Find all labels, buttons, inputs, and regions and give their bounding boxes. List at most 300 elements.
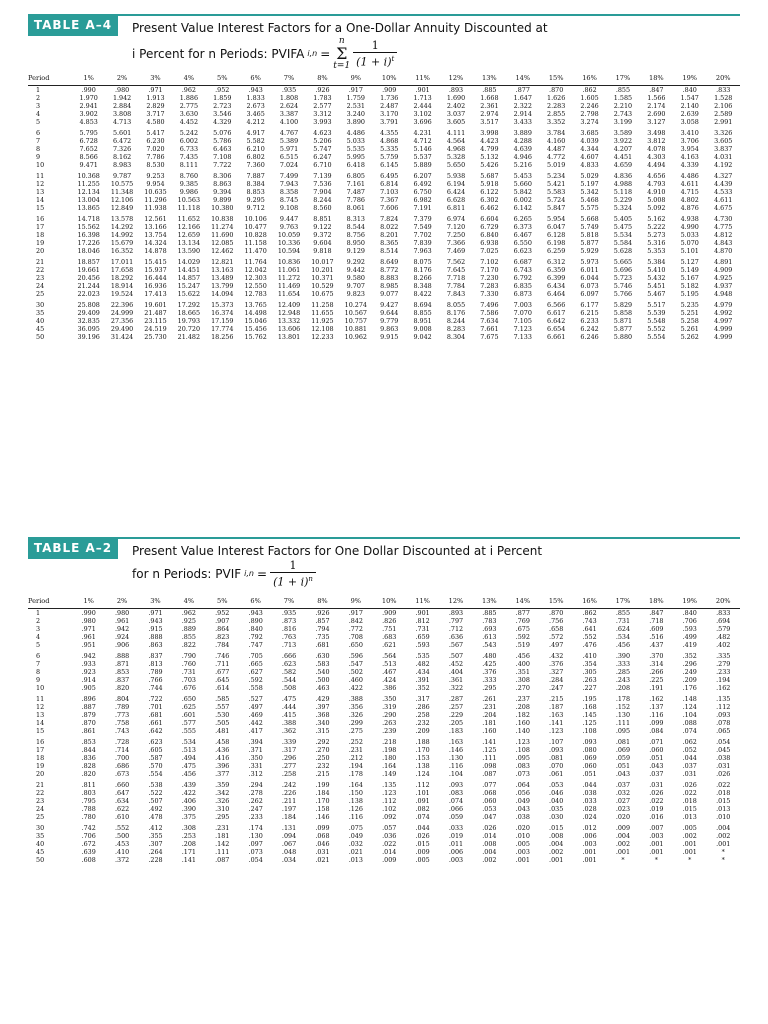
annuity-value-cell: 21.487 xyxy=(144,309,167,317)
annuity-value-cell: .917 xyxy=(348,86,363,94)
annuity-value-cell: 10.962 xyxy=(344,333,367,341)
single-value-cell: .642 xyxy=(148,727,163,735)
single-value-cell: .701 xyxy=(148,703,163,711)
single-value-cell: .010 xyxy=(716,813,731,821)
single-value-cell: .049 xyxy=(515,797,530,805)
single-value-cell: .198 xyxy=(382,746,397,754)
annuity-value-cell: 1.547 xyxy=(680,94,699,102)
single-value-cell: .008 xyxy=(482,840,497,848)
single-value-cell: .295 xyxy=(482,684,497,692)
single-value-cell: .006 xyxy=(582,832,597,840)
single-period-cell: 24 xyxy=(36,805,45,813)
single-col-header: 1% xyxy=(72,595,105,609)
single-value-cell: .377 xyxy=(215,770,230,778)
annuity-value-cell: 8.022 xyxy=(380,223,399,231)
annuity-value-cell: 13.166 xyxy=(144,223,167,231)
single-period-cell: 50 xyxy=(36,856,45,864)
single-value-cell: .111 xyxy=(215,848,230,856)
annuity-value-cell: 2.941 xyxy=(79,102,98,110)
annuity-value-cell: 4.938 xyxy=(680,215,699,223)
annuity-value-cell: .847 xyxy=(649,86,664,94)
annuity-value-cell: 2.283 xyxy=(547,102,566,110)
single-col-header: 12% xyxy=(439,595,472,609)
single-value-cell: .784 xyxy=(215,641,230,649)
annuity-value-cell: 8.530 xyxy=(146,161,165,169)
single-value-cell: .126 xyxy=(348,805,363,813)
single-value-cell: .494 xyxy=(181,754,196,762)
annuity-value-cell: 5.417 xyxy=(146,129,165,137)
single-value-cell: .888 xyxy=(148,633,163,641)
annuity-value-cell: 5.650 xyxy=(446,161,466,169)
annuity-value-cell: 25.808 xyxy=(77,301,100,309)
single-value-cell: .044 xyxy=(415,824,430,832)
single-value-cell: .666 xyxy=(281,652,297,660)
annuity-value-cell: 5.858 xyxy=(613,309,633,317)
single-value-cell: .853 xyxy=(114,668,130,676)
annuity-value-cell: 3.791 xyxy=(380,118,399,126)
annuity-value-cell: 5.795 xyxy=(79,129,98,137)
single-value-cell: .492 xyxy=(148,805,163,813)
annuity-value-cell: 4.925 xyxy=(714,274,733,282)
single-value-cell: .054 xyxy=(248,856,263,864)
single-value-cell: .018 xyxy=(716,789,731,797)
single-value-cell: .043 xyxy=(515,805,530,813)
single-value-cell: .022 xyxy=(649,797,664,805)
annuity-value-cell: 12.783 xyxy=(244,290,267,298)
single-value-cell: .015 xyxy=(549,824,564,832)
single-value-cell: .001 xyxy=(649,848,664,856)
single-value-cell: .013 xyxy=(716,805,731,813)
single-value-cell: .093 xyxy=(582,738,597,746)
annuity-value-cell: .833 xyxy=(716,86,731,94)
single-value-cell: .168 xyxy=(582,703,597,711)
annuity-value-cell: 5.575 xyxy=(580,204,599,212)
single-value-cell: .125 xyxy=(582,719,597,727)
single-value-cell: .013 xyxy=(348,856,363,864)
annuity-value-cell: 2.174 xyxy=(647,102,666,110)
annuity-value-cell: 6.840 xyxy=(480,231,499,239)
annuity-value-cell: 15.373 xyxy=(211,301,234,309)
single-value-cell: .718 xyxy=(649,617,664,625)
single-value-cell: .135 xyxy=(382,781,397,789)
single-value-cell: .390 xyxy=(615,652,631,660)
single-value-cell: .673 xyxy=(114,770,130,778)
single-col-header: 2% xyxy=(105,595,138,609)
annuity-value-cell: 8.853 xyxy=(246,188,265,196)
annuity-value-cell: 5.938 xyxy=(446,172,466,180)
annuity-col-header: 8% xyxy=(306,72,339,86)
annuity-value-cell: 11.272 xyxy=(277,274,301,282)
annuity-value-cell: 36.095 xyxy=(77,325,100,333)
single-value-cell: .292 xyxy=(315,738,330,746)
single-value-cell: .074 xyxy=(448,797,464,805)
annuity-row xyxy=(28,317,740,325)
single-value-cell: .258 xyxy=(281,770,297,778)
annuity-value-cell: 9.644 xyxy=(380,309,399,317)
single-value-cell: .415 xyxy=(281,711,297,719)
annuity-col-header: 16% xyxy=(573,72,606,86)
annuity-value-cell: 24.999 xyxy=(110,309,134,317)
annuity-value-cell: 2.829 xyxy=(146,102,165,110)
annuity-value-cell: 5.453 xyxy=(513,172,532,180)
annuity-period-cell: 40 xyxy=(36,317,45,325)
annuity-value-cell: 3.605 xyxy=(446,118,466,126)
single-value-cell: .871 xyxy=(114,660,130,668)
single-value-cell: .322 xyxy=(448,684,464,692)
annuity-value-cell: 5.146 xyxy=(413,145,432,153)
single-value-cell: .686 xyxy=(114,762,130,770)
annuity-value-cell: 5.076 xyxy=(213,129,232,137)
annuity-value-cell: 16.444 xyxy=(144,274,167,282)
single-value-cell: .889 xyxy=(181,625,196,633)
annuity-value-cell: 13.163 xyxy=(211,266,234,274)
annuity-col-header: 7% xyxy=(272,72,305,86)
single-period-cell: 9 xyxy=(36,676,41,684)
annuity-value-cell: 12.849 xyxy=(110,204,134,212)
annuity-value-cell: 5.451 xyxy=(647,282,666,290)
annuity-value-cell: 12.108 xyxy=(311,325,334,333)
single-value-cell: .837 xyxy=(114,676,130,684)
annuity-value-cell: 7.839 xyxy=(413,239,432,247)
single-value-cell: .023 xyxy=(615,805,631,813)
single-value-cell: .285 xyxy=(615,668,631,676)
single-value-cell: .140 xyxy=(515,727,530,735)
single-value-cell: .627 xyxy=(248,668,263,676)
annuity-value-cell: 5.687 xyxy=(480,172,499,180)
single-value-cell: * xyxy=(721,856,725,864)
single-value-cell: .844 xyxy=(81,746,96,754)
single-row xyxy=(28,754,740,762)
annuity-value-cell: 3.993 xyxy=(313,118,332,126)
single-value-cell: .356 xyxy=(348,703,363,711)
annuity-row xyxy=(28,301,740,309)
single-value-cell: .552 xyxy=(582,633,597,641)
single-value-cell: .191 xyxy=(649,684,664,692)
single-value-cell: .153 xyxy=(415,754,430,762)
annuity-value-cell: 4.802 xyxy=(680,196,699,204)
single-value-cell: .084 xyxy=(649,727,664,735)
annuity-value-cell: 5.535 xyxy=(346,145,365,153)
annuity-value-cell: 9.122 xyxy=(313,223,332,231)
annuity-value-cell: 18.256 xyxy=(211,333,234,341)
annuity-value-cell: 7.360 xyxy=(246,161,265,169)
single-value-cell: .943 xyxy=(248,609,263,617)
single-value-cell: .507 xyxy=(448,652,464,660)
single-value-cell: .703 xyxy=(181,676,196,684)
annuity-value-cell: 5.534 xyxy=(613,231,633,239)
single-value-cell: .066 xyxy=(448,805,464,813)
annuity-value-cell: 9.042 xyxy=(413,333,432,341)
annuity-value-cell: 6.215 xyxy=(580,309,599,317)
annuity-value-cell: 5.539 xyxy=(647,309,666,317)
single-value-cell: .822 xyxy=(181,641,196,649)
single-value-cell: .001 xyxy=(682,848,697,856)
annuity-value-cell: 5.954 xyxy=(547,215,566,223)
annuity-value-cell: 4.992 xyxy=(714,309,733,317)
single-value-cell: .661 xyxy=(148,719,163,727)
single-value-cell: .458 xyxy=(215,738,230,746)
single-value-cell: .833 xyxy=(716,609,731,617)
annuity-value-cell: 8.176 xyxy=(446,309,466,317)
annuity-row xyxy=(28,188,740,196)
annuity-value-cell: 7.786 xyxy=(346,196,365,204)
annuity-value-cell: .870 xyxy=(549,86,564,94)
annuity-value-cell: 6.265 xyxy=(513,215,532,223)
single-value-cell: .123 xyxy=(382,789,397,797)
annuity-value-cell: 1.605 xyxy=(580,94,599,102)
single-value-cell: .083 xyxy=(448,789,464,797)
single-value-cell: .747 xyxy=(248,641,263,649)
annuity-value-cell: 8.514 xyxy=(380,247,399,255)
annuity-period-cell: 18 xyxy=(36,231,45,239)
single-value-cell: .182 xyxy=(515,711,530,719)
single-value-cell: .231 xyxy=(348,746,363,754)
single-value-cell: .706 xyxy=(682,617,697,625)
single-value-cell: .130 xyxy=(615,711,631,719)
annuity-value-cell: 25.730 xyxy=(144,333,167,341)
annuity-value-cell: 3.630 xyxy=(179,110,199,118)
single-value-cell: .391 xyxy=(415,676,430,684)
single-value-cell: .463 xyxy=(315,684,330,692)
annuity-value-cell: 9.471 xyxy=(79,161,98,169)
single-period-cell: 1 xyxy=(36,609,41,617)
annuity-value-cell: 14.324 xyxy=(144,239,167,247)
annuity-value-cell: 4.910 xyxy=(647,188,666,196)
annuity-value-cell: 6.743 xyxy=(513,266,532,274)
single-value-cell: .197 xyxy=(281,805,297,813)
single-value-cell: .052 xyxy=(682,746,697,754)
annuity-value-cell: 3.433 xyxy=(513,118,532,126)
single-value-cell: .163 xyxy=(549,711,564,719)
single-value-cell: .227 xyxy=(582,684,597,692)
annuity-value-cell: 4.656 xyxy=(647,172,666,180)
annuity-value-cell: 4.639 xyxy=(513,145,532,153)
table-a4-title-text: i Percent for n Periods: PVIFA xyxy=(132,47,305,61)
annuity-value-cell: .952 xyxy=(215,86,230,94)
annuity-value-cell: 8.760 xyxy=(179,172,199,180)
table-a4-section xyxy=(28,14,740,344)
single-value-cell: .290 xyxy=(382,711,397,719)
single-value-cell: .980 xyxy=(81,617,96,625)
annuity-value-cell: 9.779 xyxy=(380,317,399,325)
single-value-cell: .552 xyxy=(114,824,130,832)
annuity-value-cell: 5.747 xyxy=(313,145,332,153)
single-value-cell: .404 xyxy=(448,668,464,676)
single-value-cell: .001 xyxy=(649,840,664,848)
single-value-cell: .368 xyxy=(315,711,330,719)
annuity-value-cell: 5.628 xyxy=(613,247,633,255)
single-value-cell: .107 xyxy=(549,738,564,746)
annuity-value-cell: 7.675 xyxy=(480,333,499,341)
fraction-numerator: 1 xyxy=(289,559,297,572)
single-value-cell: .003 xyxy=(649,832,664,840)
annuity-value-cell: 13.865 xyxy=(77,204,100,212)
single-value-cell: .026 xyxy=(649,789,664,797)
annuity-value-cell: 5.877 xyxy=(580,239,599,247)
annuity-value-cell: 4.876 xyxy=(680,204,699,212)
single-value-cell: .014 xyxy=(382,848,397,856)
single-value-cell: .677 xyxy=(215,668,230,676)
annuity-value-cell: 7.661 xyxy=(480,325,499,333)
single-value-cell: .003 xyxy=(515,848,530,856)
single-period-cell: 2 xyxy=(36,617,41,625)
annuity-value-cell: 6.873 xyxy=(513,290,532,298)
single-value-cell: .847 xyxy=(649,609,664,617)
annuity-value-cell: 6.463 xyxy=(213,145,232,153)
single-value-cell: .516 xyxy=(649,633,664,641)
single-value-cell: .093 xyxy=(448,781,464,789)
annuity-value-cell: 6.246 xyxy=(580,333,599,341)
single-value-cell: .812 xyxy=(415,617,430,625)
single-value-cell: .951 xyxy=(81,641,96,649)
annuity-value-cell: 9.863 xyxy=(380,325,399,333)
annuity-value-cell: 8.111 xyxy=(179,161,199,169)
annuity-row xyxy=(28,290,740,301)
annuity-value-cell: 6.233 xyxy=(580,317,599,325)
single-value-cell: .751 xyxy=(382,625,397,633)
single-row xyxy=(28,856,740,867)
single-value-cell: .101 xyxy=(415,789,430,797)
single-value-cell: .647 xyxy=(114,789,130,797)
annuity-value-cell: 2.210 xyxy=(613,102,633,110)
table-a4-header xyxy=(28,14,740,72)
single-value-cell: .756 xyxy=(549,617,564,625)
annuity-value-cell: 10.106 xyxy=(244,215,267,223)
single-value-cell: .888 xyxy=(114,652,130,660)
annuity-value-cell: 10.594 xyxy=(277,247,301,255)
annuity-value-cell: 4.339 xyxy=(680,161,699,169)
single-value-cell: .229 xyxy=(448,711,464,719)
annuity-value-cell: 3.890 xyxy=(346,118,365,126)
single-value-cell: .564 xyxy=(382,652,397,660)
single-value-cell: .181 xyxy=(215,832,230,840)
single-value-cell: .530 xyxy=(215,711,230,719)
single-period-cell: 11 xyxy=(36,695,45,703)
single-value-cell: .397 xyxy=(315,703,330,711)
single-value-cell: .003 xyxy=(582,840,597,848)
single-value-cell: .032 xyxy=(615,789,631,797)
annuity-value-cell: 4.853 xyxy=(79,118,98,126)
single-value-cell: .212 xyxy=(348,754,363,762)
single-value-cell: .557 xyxy=(215,703,230,711)
annuity-value-cell: 4.487 xyxy=(547,145,566,153)
annuity-value-cell: .862 xyxy=(582,86,597,94)
annuity-value-cell: 14.878 xyxy=(144,247,167,255)
annuity-value-cell: 15.622 xyxy=(177,290,201,298)
single-value-cell: .014 xyxy=(482,832,497,840)
annuity-period-cell: 1 xyxy=(36,86,41,94)
annuity-col-header: 10% xyxy=(373,72,406,86)
single-period-cell: 40 xyxy=(36,840,45,848)
annuity-value-cell: 12.134 xyxy=(77,188,100,196)
single-value-cell: .579 xyxy=(716,625,731,633)
single-value-cell: .861 xyxy=(81,727,96,735)
annuity-value-cell: 5.583 xyxy=(547,188,566,196)
single-value-cell: .641 xyxy=(582,625,597,633)
single-value-cell: .731 xyxy=(415,625,430,633)
annuity-value-cell: 8.950 xyxy=(346,239,365,247)
single-value-cell: .174 xyxy=(248,824,263,832)
annuity-value-cell: 11.690 xyxy=(211,231,234,239)
single-value-cell: .068 xyxy=(482,789,497,797)
single-value-cell: .354 xyxy=(582,660,597,668)
single-value-cell: .099 xyxy=(315,824,330,832)
table-a2-title-line2 xyxy=(132,560,316,589)
single-value-cell: .906 xyxy=(114,641,130,649)
annuity-value-cell: 1.759 xyxy=(346,94,365,102)
annuity-value-cell: 39.196 xyxy=(77,333,100,341)
annuity-value-cell: 17.226 xyxy=(77,239,100,247)
annuity-col-header: 4% xyxy=(172,72,205,86)
single-value-cell: .442 xyxy=(248,719,263,727)
single-value-cell: .275 xyxy=(348,727,363,735)
single-value-cell: .225 xyxy=(649,676,664,684)
annuity-value-cell: 2.884 xyxy=(112,102,132,110)
single-value-cell: .513 xyxy=(382,660,397,668)
annuity-period-cell: 50 xyxy=(36,333,45,341)
annuity-value-cell: 4.111 xyxy=(446,129,466,137)
single-row xyxy=(28,641,740,652)
annuity-value-cell: 27.356 xyxy=(110,317,134,325)
annuity-value-cell: 5.389 xyxy=(279,137,299,145)
sigma-symbol: n Σ t=1 xyxy=(333,36,351,71)
single-value-cell: .596 xyxy=(348,652,363,660)
annuity-row xyxy=(28,333,740,344)
annuity-value-cell: 2.402 xyxy=(446,102,466,110)
single-value-cell: .797 xyxy=(448,617,464,625)
annuity-row xyxy=(28,239,740,247)
single-value-cell: .263 xyxy=(582,676,597,684)
single-value-cell: .792 xyxy=(248,633,263,641)
single-value-cell: .467 xyxy=(382,668,397,676)
annuity-row xyxy=(28,258,740,266)
single-value-cell: .763 xyxy=(281,633,297,641)
single-value-cell: .015 xyxy=(415,840,430,848)
single-value-cell: .215 xyxy=(315,770,330,778)
annuity-value-cell: 9.954 xyxy=(146,180,165,188)
annuity-value-cell: 21.482 xyxy=(177,333,201,341)
annuity-value-cell: 10.757 xyxy=(344,317,367,325)
annuity-value-cell: 4.715 xyxy=(680,188,699,196)
annuity-value-cell: .962 xyxy=(181,86,196,94)
annuity-value-cell: 10.881 xyxy=(344,325,367,333)
annuity-value-cell: 6.122 xyxy=(480,188,499,196)
annuity-value-cell: 5.197 xyxy=(580,180,599,188)
annuity-value-cell: 5.261 xyxy=(680,325,699,333)
annuity-value-cell: 8.266 xyxy=(413,274,432,282)
single-value-cell: .534 xyxy=(181,738,196,746)
annuity-value-cell: 7.170 xyxy=(480,266,499,274)
annuity-value-cell: 7.283 xyxy=(480,282,499,290)
single-period-cell: 45 xyxy=(36,848,45,856)
single-value-cell: .043 xyxy=(615,770,631,778)
single-value-cell: .416 xyxy=(215,754,230,762)
annuity-value-cell: 1.690 xyxy=(446,94,466,102)
annuity-value-cell: .877 xyxy=(515,86,530,94)
annuity-period-cell: 24 xyxy=(36,282,45,290)
annuity-value-cell: 17.159 xyxy=(211,317,234,325)
table-a2-tag: TABLE A–2 xyxy=(28,537,118,559)
single-value-cell: .034 xyxy=(281,856,297,864)
annuity-period-cell: 16 xyxy=(36,215,45,223)
single-col-header: 11% xyxy=(406,595,439,609)
single-value-cell: .909 xyxy=(382,609,397,617)
single-value-cell: .783 xyxy=(482,617,497,625)
single-value-cell: .015 xyxy=(716,797,731,805)
annuity-value-cell: 13.134 xyxy=(177,239,201,247)
annuity-value-cell: 6.097 xyxy=(580,290,599,298)
single-value-cell: .623 xyxy=(148,738,163,746)
